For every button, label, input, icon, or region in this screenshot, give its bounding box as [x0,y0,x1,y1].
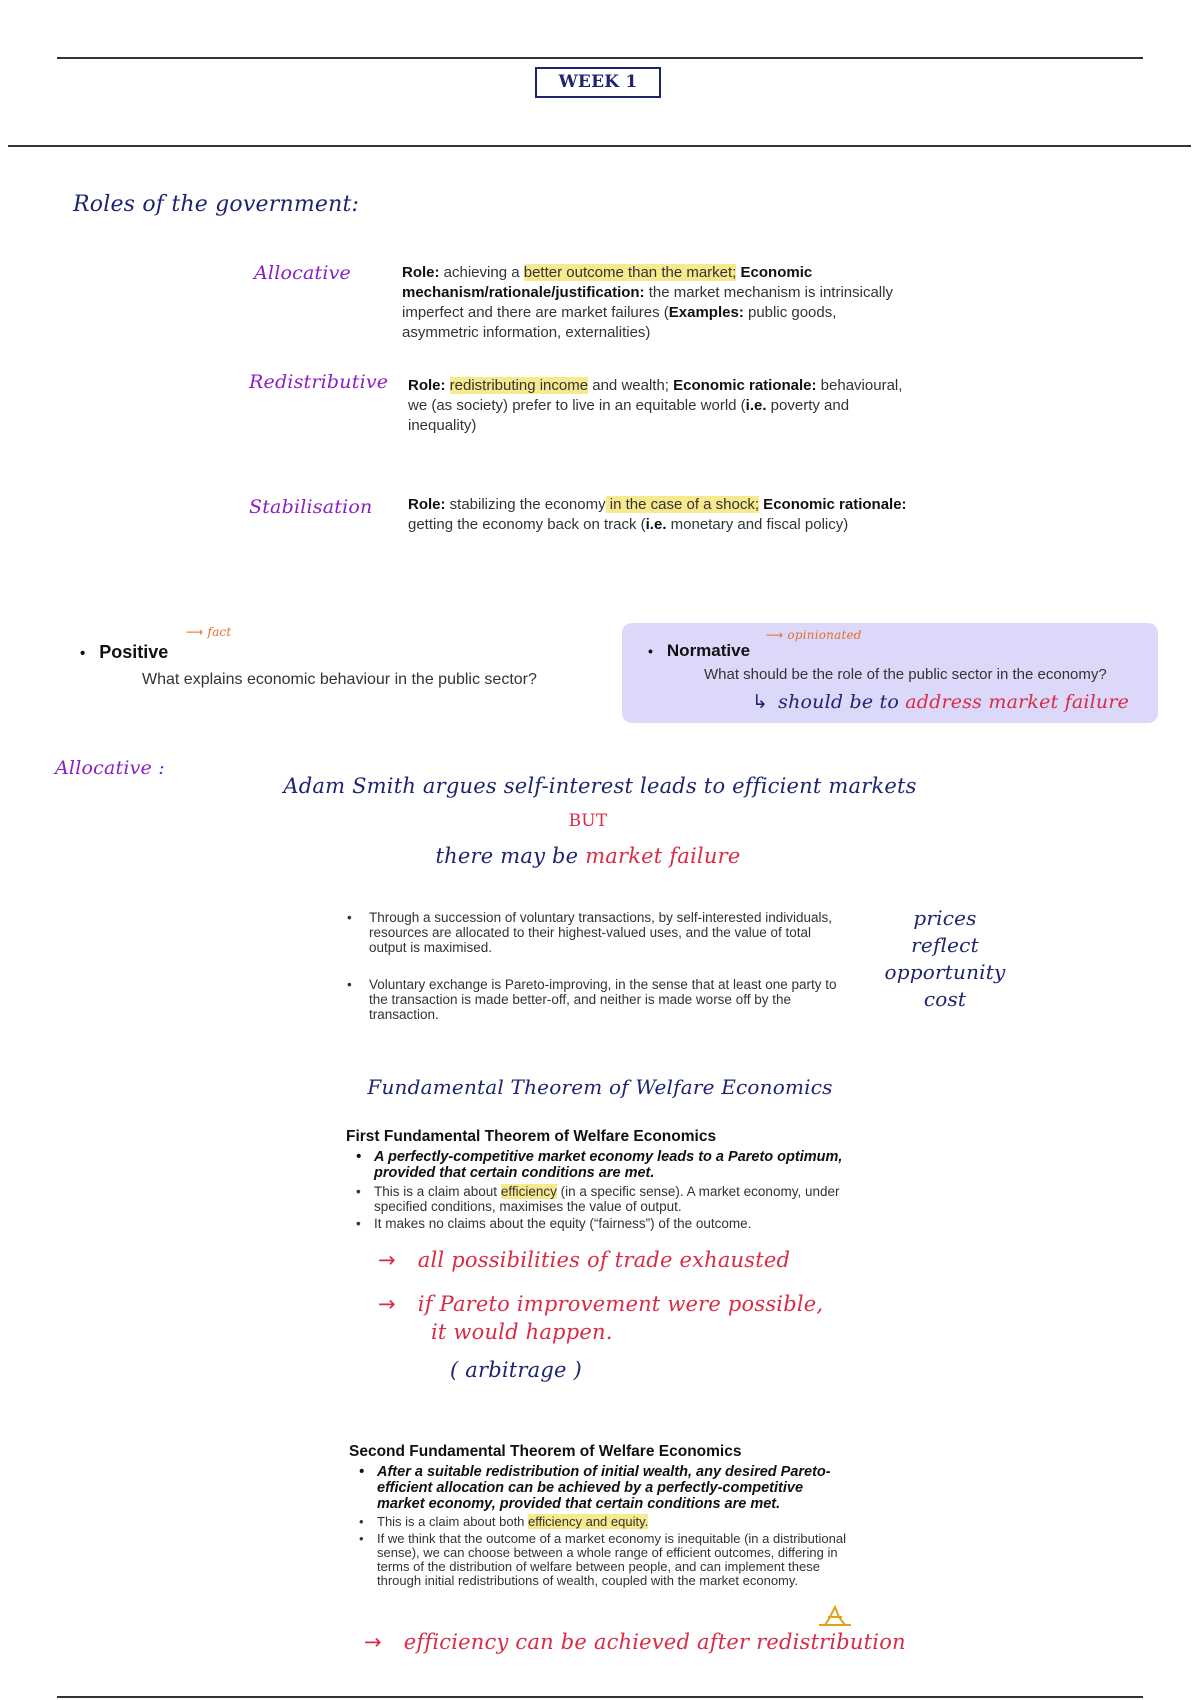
positive-title: Positive [99,642,169,662]
role-text-run: and wealth; [588,377,674,394]
arrow-icon: ⟶ [766,628,788,642]
bold-label: Economic mechanism/rationale/justification: [402,264,813,301]
positive-note-text: fact [207,625,232,639]
adam-smith-line: Adam Smith argues self-interest leads to efficient markets [283,774,917,798]
list-item: • This is a claim about both efficiency and equity. [357,1515,849,1529]
first-theorem-title: First Fundamental Theorem of Welfare Economics [346,1128,717,1145]
positive-bullet: • [80,645,86,662]
top-rule [57,57,1143,59]
positive-note [186,625,231,639]
role-text-run: the market mechanism is intrinsically imperfect and there are market failures ( [402,284,893,321]
normative-note-text: opinionated [787,628,862,642]
role-text-run: poverty and inequality) [408,397,850,434]
side-note-line: cost [923,987,967,1011]
second-theorem-title: Second Fundamental Theorem of Welfare Economics [349,1443,742,1460]
highlight: in the case of a shock; [605,496,760,513]
side-note-line: prices reflect [911,906,979,957]
market-failure-prefix: there may be [435,844,586,868]
arrow-icon: → [378,1292,396,1316]
market-failure-line [0,844,1176,868]
side-note-line: opportunity [884,960,1006,984]
normative-answer-prefix: should be to [778,691,906,713]
note-line: → if Pareto improvement were possible, [378,1292,824,1316]
bold-label: i.e. [745,397,767,414]
role-text-allocative [402,263,912,343]
second-theorem [349,1443,849,1588]
highlight: redistributing income [449,377,589,394]
role-text-run: behavioural, we (as society) prefer to live in an equitable world ( [408,377,903,414]
arbitrage-note: ( arbitrage ) [450,1358,582,1382]
role-text-redistributive [408,376,908,436]
bold-label: Economic rationale: [673,377,817,394]
normative-title: Normative [666,641,751,660]
list-item: • Voluntary exchange is Pareto-improving, in the sense that at least one party to the transaction is made better-off, and neither is made worse off by the transaction. [347,977,837,1022]
highlight: better outcome than the market; [523,264,737,281]
roles-heading: Roles of the government: [73,192,360,217]
positive-block [80,642,537,689]
allocative-bullets [347,910,837,1022]
highlight: efficiency [500,1184,557,1199]
list-item: • If we think that the outcome of a market economy is inequitable (in a distributional sense), we can choose between a whole range of efficient outcomes, differing in terms of the distribution of welfare between people, and can implement these through initial redistributions of wealth, coupled with the market economy. [357,1532,849,1588]
header-rule [8,145,1191,147]
list-item: • Through a succession of voluntary transactions, by self-interested individuals, resources are allocated to their highest-valued uses, and the value of total output is maximised. [347,910,837,955]
bold-label: i.e. [645,516,667,533]
bottom-rule [57,1696,1143,1698]
list-item: • It makes no claims about the equity (“fairness”) of the outcome. [354,1216,846,1231]
arrow-icon: → [364,1630,382,1654]
allocative-tag: Allocative : [55,757,165,779]
first-theorem [346,1128,846,1231]
turn-arrow-icon: ↳ [752,691,769,713]
week-label: WEEK 1 [558,72,638,92]
list-item: • This is a claim about efficiency (in a specific sense). A market economy, under specified conditions, maximises the value of output. [354,1184,846,1214]
role-tag-redistributive: Redistributive [249,371,389,393]
bold-label: Role: [408,377,446,394]
highlight: efficiency and equity. [528,1514,649,1529]
second-theorem-statement: • After a suitable redistribution of initial wealth, any desired Pareto-efficient allocation can be achieved by a perfectly-competitive market economy, provided that certain conditions are met. [357,1464,849,1512]
normative-answer [752,691,1129,713]
positive-question: What explains economic behaviour in the public sector? [142,671,537,688]
role-text-run: getting the economy back on track ( [408,516,646,533]
role-text-run: achieving a [439,264,524,281]
week-label-box [535,67,661,98]
arrow-icon: → [378,1248,396,1272]
welfare-hand-title: Fundamental Theorem of Welfare Economics [367,1075,833,1099]
bold-label: Examples: [668,304,744,321]
bold-label: Role: [402,264,440,281]
note-line: → all possibilities of trade exhausted [378,1248,791,1272]
star-icon [817,1605,853,1627]
arrow-icon: ⟶ [186,625,208,639]
note-line: it would happen. [431,1320,613,1344]
normative-box [622,623,1158,723]
first-notes [378,1248,823,1382]
but-label: BUT [568,811,608,831]
normative-answer-red: address market failure [905,691,1130,713]
market-failure-red: market failure [585,844,741,868]
first-theorem-statement: • A perfectly-competitive market economy leads to a Pareto optimum, provided that certain conditions are met. [354,1149,846,1181]
normative-bullet: • [648,643,653,659]
second-note: → efficiency can be achieved after redistribution [364,1630,906,1654]
role-text-run: public goods, asymmetric information, externalities) [402,304,837,341]
role-tag-stabilisation: Stabilisation [249,496,373,518]
bold-label: Economic rationale: [759,496,907,513]
side-note [880,905,1010,1013]
normative-question: What should be the role of the public sector in the economy? [704,666,1107,683]
role-text-stabilisation [408,495,908,535]
role-text-run: monetary and fiscal policy) [666,516,849,533]
role-text-run: stabilizing the economy [445,496,606,513]
role-tag-allocative: Allocative [254,262,351,284]
normative-note [766,628,862,642]
bold-label: Role: [408,496,446,513]
